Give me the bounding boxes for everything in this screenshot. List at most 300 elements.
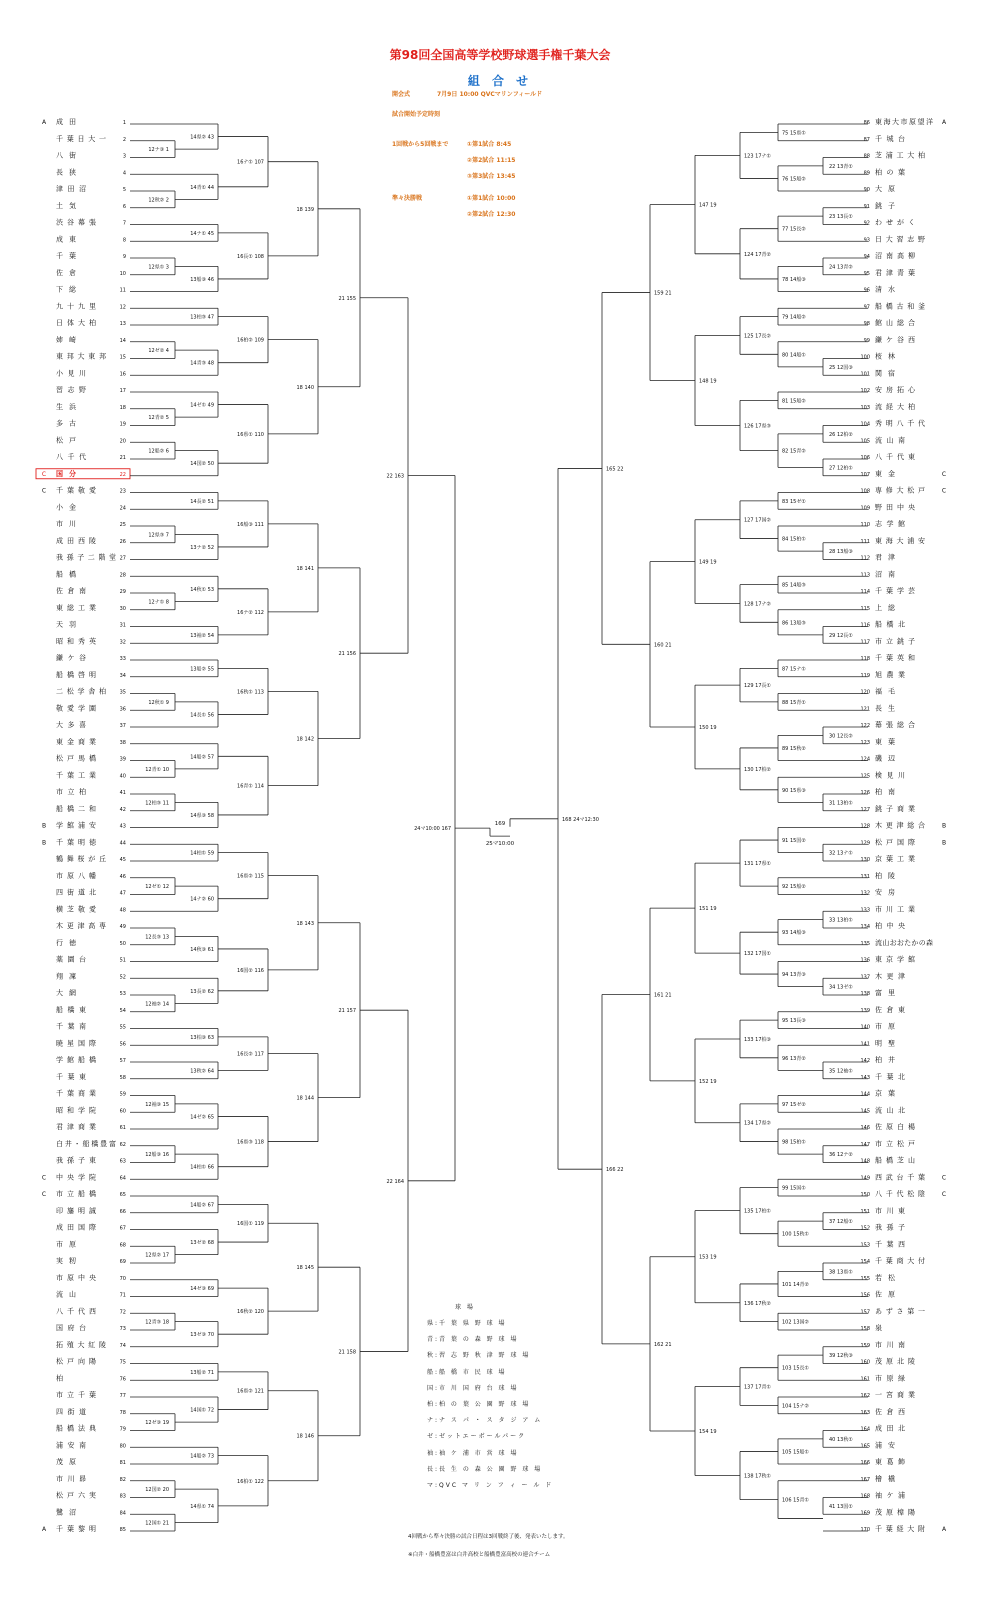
team-name: 千葉英和: [875, 654, 915, 662]
team-number: 166: [860, 1460, 870, 1466]
team-name: 沼南高柳: [875, 252, 915, 260]
team-number: 23: [119, 488, 126, 495]
match-label: 12袖② 14: [145, 1001, 169, 1008]
match-label: 16県② 115: [237, 873, 264, 880]
team-name: 拓殖大紅陵: [56, 1340, 106, 1349]
match-label: 13ゼ③ 70: [190, 1332, 214, 1339]
team-name: 安房拓心: [875, 386, 915, 394]
team-name: 鎌ケ谷西: [875, 335, 915, 344]
team-number: 92: [863, 220, 870, 227]
match-label: 12船③ 16: [145, 1152, 169, 1159]
team-name: 千葉工業: [56, 771, 96, 780]
match-label: 12袖③ 15: [145, 1101, 169, 1108]
team-number: 15: [119, 354, 126, 361]
team-number: 106: [860, 455, 870, 461]
team-number: 69: [119, 1259, 126, 1265]
match-label: 12ゼ② 4: [148, 348, 169, 355]
team-number: 127: [860, 806, 870, 813]
match-label: 22 164: [386, 1178, 404, 1185]
match-label: 21 155: [338, 295, 356, 302]
schedule-value: ③第3試合 13:45: [467, 173, 516, 180]
team-name: 大網: [56, 989, 76, 997]
team-number: 101: [860, 371, 870, 378]
team-number: 153: [860, 1242, 870, 1249]
team-number: 141: [860, 1041, 870, 1048]
match-label: 18 140: [296, 384, 314, 391]
match-label: 97 15ゼ②: [782, 1101, 806, 1108]
team-number: 88: [863, 153, 870, 160]
match-label: 88 15青①: [782, 699, 806, 706]
match-label: 14長② 51: [190, 498, 214, 505]
match-label: 160 21: [654, 642, 672, 649]
match-label: 99 15国①: [782, 1185, 806, 1192]
team-name: 日大習志野: [875, 235, 925, 244]
match-label: 159 21: [654, 290, 672, 297]
team-name: 中央学院: [56, 1173, 96, 1182]
match-label: 28 13船③: [829, 549, 853, 556]
team-number: 36: [119, 706, 126, 713]
team-number: 19: [119, 421, 126, 428]
match-label: 96 13青②: [782, 1055, 806, 1062]
match-label: 102 13国②: [782, 1319, 809, 1326]
team-name: 東海大市原望洋: [875, 118, 933, 126]
team-number: 11: [119, 287, 126, 294]
match-label: 12船② 6: [148, 448, 169, 455]
team-name: 安房: [875, 888, 895, 897]
team-number: 47: [119, 890, 126, 897]
match-label: 12県② 17: [145, 1252, 169, 1259]
match-label: 16柏① 122: [237, 1478, 264, 1485]
seed-mark: A: [41, 1526, 47, 1533]
team-number: 12: [119, 304, 126, 311]
team-number: 8: [122, 237, 126, 244]
team-name: 君津青葉: [875, 268, 915, 277]
match-label: 162 21: [654, 1341, 672, 1348]
match-label: 89 15秋②: [782, 745, 806, 752]
team-name: 東金: [875, 469, 895, 478]
match-label: 106 15青①: [782, 1497, 809, 1504]
team-name: 二松学舎柏: [56, 687, 106, 696]
match-label: 14柏① 66: [190, 1164, 214, 1171]
match-label: 12青① 10: [145, 766, 169, 773]
team-number: 104: [860, 421, 870, 428]
team-name: 関宿: [875, 369, 895, 378]
team-number: 53: [119, 991, 126, 997]
team-number: 85: [119, 1527, 126, 1533]
match-label: 38 13県①: [829, 1269, 853, 1276]
page-title: 第98回全国高等学校野球選手権千葉大会: [389, 48, 611, 62]
team-name: 佐原白楊: [875, 1123, 915, 1131]
team-number: 131: [860, 873, 870, 880]
team-name: 白井・船橋豊富: [56, 1139, 116, 1148]
team-name: 東邦大東邦: [56, 352, 106, 361]
team-name: 松戸: [56, 436, 76, 445]
team-name: 成田西陵: [56, 536, 96, 545]
team-number: 13: [119, 321, 126, 327]
team-name: 佐倉西: [875, 1407, 905, 1416]
team-number: 65: [119, 1192, 126, 1198]
legend-item: 長:長 生 の 森 公 園 野 球 場: [427, 1465, 543, 1473]
match-label: 123 17ナ①: [744, 153, 771, 160]
match-label: 13ナ② 52: [190, 544, 214, 551]
match-label: 165 22: [606, 466, 624, 473]
team-name: 流山南: [875, 436, 905, 445]
team-name: 九十九里: [56, 302, 96, 311]
team-name: 千葉黎明: [56, 1525, 96, 1533]
team-number: 51: [119, 957, 126, 964]
match-label: 75 15県①: [782, 130, 806, 137]
team-number: 56: [119, 1041, 126, 1048]
team-name: 船橋二和: [56, 804, 96, 813]
match-label: 16県① 110: [237, 431, 264, 438]
team-name: 市原八幡: [56, 871, 96, 880]
team-number: 64: [119, 1175, 126, 1182]
match-label: 12青③ 18: [145, 1319, 169, 1326]
team-number: 72: [119, 1309, 126, 1316]
match-label: 18 142: [296, 736, 314, 743]
team-name: 小金: [56, 503, 76, 512]
team-number: 133: [860, 907, 870, 914]
match-label: 14船② 73: [190, 1453, 214, 1460]
team-number: 58: [119, 1074, 126, 1081]
seed-mark: B: [41, 839, 47, 847]
team-number: 155: [860, 1275, 870, 1282]
team-number: 3: [122, 153, 126, 160]
match-label: 14国① 72: [190, 1407, 214, 1414]
team-name: 八千代: [56, 453, 86, 461]
schedule-value: ①第1試合 8:45: [467, 141, 512, 148]
team-number: 148: [860, 1158, 870, 1165]
team-number: 76: [119, 1376, 126, 1383]
team-number: 117: [860, 639, 870, 646]
team-number: 146: [860, 1125, 870, 1131]
team-number: 78: [119, 1409, 126, 1416]
team-number: 159: [860, 1342, 870, 1349]
match-label: 147 19: [699, 202, 717, 209]
team-name: 千葉商大付: [875, 1257, 925, 1265]
team-number: 156: [860, 1292, 870, 1299]
team-name: 国分: [56, 469, 76, 478]
team-number: 62: [119, 1141, 126, 1148]
team-name: 若松: [875, 1273, 895, 1282]
team-name: 市原: [875, 1022, 895, 1031]
match-label: 14船② 67: [190, 1202, 214, 1209]
team-name: 富里: [875, 989, 895, 997]
team-name: 柏井: [875, 1056, 895, 1064]
team-name: 市立松戸: [875, 1139, 915, 1148]
team-name: 船橋古和釜: [875, 302, 925, 311]
match-label: 24 13青②: [829, 264, 853, 271]
team-number: 55: [119, 1024, 126, 1031]
match-label: 16青① 114: [237, 783, 264, 790]
match-label: 16秋② 120: [237, 1309, 264, 1316]
seed-mark: B: [941, 839, 947, 847]
team-number: 98: [863, 321, 870, 327]
team-name: 佐倉東: [875, 1005, 905, 1014]
team-number: 63: [119, 1158, 126, 1165]
team-name: 清水: [875, 285, 895, 294]
match-label: 151 19: [699, 906, 717, 913]
team-number: 31: [119, 622, 126, 629]
match-label: 21 158: [338, 1349, 356, 1356]
team-name: 沼南: [875, 570, 895, 579]
team-number: 32: [119, 639, 126, 646]
team-number: 103: [860, 404, 870, 411]
match-label: 79 14船②: [782, 314, 806, 321]
team-name: 我孫子二階堂: [56, 553, 116, 562]
match-label: 27 12柏①: [829, 465, 853, 472]
team-number: 144: [860, 1091, 870, 1098]
team-number: 91: [863, 203, 870, 210]
team-name: 印旛明誠: [56, 1206, 96, 1215]
team-number: 94: [863, 254, 870, 260]
team-number: 5: [122, 187, 126, 193]
match-label: 16県③ 118: [237, 1139, 264, 1146]
team-number: 160: [860, 1359, 870, 1366]
team-name: 専修大松戸: [875, 486, 925, 495]
team-name: 四街道: [56, 1407, 86, 1416]
match-label: 84 15柏①: [782, 536, 806, 543]
team-name: 柏: [56, 1374, 63, 1383]
team-name: 市川工業: [875, 905, 915, 914]
match-label: 91 15国②: [782, 838, 806, 845]
team-number: 95: [863, 270, 870, 277]
seed-mark: C: [941, 470, 947, 478]
team-name: 流経大柏: [875, 402, 915, 411]
team-number: 60: [119, 1108, 126, 1115]
legend-item: 柏:柏 の 葉 公 園 野 球 場: [427, 1401, 531, 1408]
team-name: 柏中央: [875, 922, 905, 930]
match-label: 22 13青①: [829, 163, 853, 170]
match-label: 125 17長②: [744, 333, 771, 340]
team-number: 18: [119, 404, 126, 411]
team-number: 102: [860, 388, 870, 394]
match-label: 14船② 57: [190, 754, 214, 761]
match-label: 77 15長②: [782, 226, 806, 233]
team-name: 市原: [56, 1240, 76, 1249]
team-number: 57: [119, 1058, 126, 1064]
team-name: 茂原北陵: [875, 1357, 915, 1366]
team-name: 船橋芝山: [875, 1156, 915, 1165]
team-number: 66: [119, 1208, 126, 1215]
team-name: 津田沼: [56, 185, 86, 193]
team-name: 鎌ケ谷: [56, 654, 86, 662]
team-number: 81: [119, 1460, 126, 1466]
team-name: 木更津高専: [56, 922, 106, 930]
team-name: 下総: [56, 285, 76, 294]
team-number: 28: [119, 572, 126, 579]
match-label: 12秋① 9: [148, 699, 169, 706]
team-number: 14: [119, 337, 126, 344]
team-number: 44: [119, 840, 126, 847]
team-name: 市原中央: [56, 1273, 96, 1282]
team-number: 79: [119, 1426, 126, 1433]
team-name: 柏陵: [875, 871, 895, 880]
schedule-label: 1回戦から5回戦まで: [392, 141, 449, 148]
team-number: 126: [860, 790, 870, 796]
team-name: 我孫子東: [56, 1156, 96, 1165]
team-number: 124: [860, 756, 870, 763]
team-name: 四街道北: [56, 888, 96, 897]
match-label: 148 19: [699, 378, 717, 385]
team-number: 43: [119, 823, 126, 830]
team-number: 73: [119, 1326, 126, 1332]
team-name: 日体大柏: [56, 319, 96, 327]
team-name: 千葉北: [875, 1072, 905, 1081]
match-label: 18 146: [296, 1433, 314, 1440]
team-number: 77: [119, 1393, 126, 1399]
match-label: 76 15船②: [782, 176, 806, 183]
team-number: 145: [860, 1108, 870, 1115]
match-label: 14長① 56: [190, 712, 214, 719]
team-name: 流山おおたかの森: [875, 938, 933, 947]
team-number: 136: [860, 957, 870, 964]
team-number: 1: [122, 120, 126, 126]
match-label: 154 19: [699, 1429, 717, 1436]
team-name: 柏の葉: [875, 168, 905, 177]
team-name: 上総: [875, 603, 895, 612]
team-number: 100: [860, 354, 870, 361]
match-label: 135 17柏①: [744, 1208, 771, 1215]
team-name: 流山: [56, 1290, 76, 1299]
match-label: 12国① 21: [145, 1520, 169, 1527]
match-label: 134 17県②: [744, 1120, 771, 1127]
team-name: 東葉: [875, 737, 895, 746]
match-label: 12ナ③ 1: [148, 147, 169, 154]
match-label: 14ゼ① 49: [190, 402, 214, 409]
team-number: 7: [122, 220, 126, 227]
team-number: 90: [863, 187, 870, 193]
team-name: 茂原: [56, 1458, 76, 1466]
team-number: 111: [860, 538, 870, 545]
schedule-label: 試合開始予定時刻: [392, 111, 441, 118]
schedule-value: 7月9日 10:00 QVCマリンフィールド: [437, 91, 543, 98]
team-name: 松戸国際: [875, 838, 915, 847]
match-label: 16柏② 109: [237, 337, 264, 344]
match-label: 137 17青①: [744, 1384, 771, 1391]
team-number: 140: [860, 1024, 870, 1031]
team-name: 千葉南: [56, 1022, 86, 1031]
team-number: 24: [119, 505, 126, 512]
match-label: 95 13長③: [782, 1018, 806, 1025]
team-name: 君津: [875, 553, 895, 562]
team-name: 成田国際: [56, 1223, 96, 1232]
team-name: 市立柏: [56, 788, 86, 796]
team-name: 昭和秀英: [56, 637, 96, 646]
team-number: 143: [860, 1074, 870, 1081]
team-number: 164: [860, 1426, 870, 1433]
seed-mark: A: [41, 119, 47, 126]
team-name: 志学館: [875, 520, 905, 528]
match-label: 12秋② 2: [148, 197, 169, 204]
team-name: 千葉経大附: [875, 1525, 925, 1533]
team-number: 20: [119, 438, 126, 445]
team-number: 134: [860, 924, 870, 930]
team-number: 75: [119, 1359, 126, 1366]
match-label: 87 15ナ①: [782, 666, 806, 673]
team-number: 41: [119, 790, 126, 796]
match-label: 13船③ 46: [190, 276, 214, 283]
team-number: 122: [860, 723, 870, 729]
match-label: 12国② 20: [145, 1487, 169, 1494]
match-label: 16ナ② 112: [237, 609, 264, 616]
team-number: 21: [119, 455, 126, 461]
team-number: 154: [860, 1259, 870, 1265]
team-number: 142: [860, 1058, 870, 1064]
match-label: 12青② 5: [148, 415, 169, 422]
team-name: 横芝敬愛: [56, 905, 96, 914]
team-number: 70: [119, 1275, 126, 1282]
match-label: 14国② 50: [190, 461, 214, 468]
team-name: 市川: [56, 520, 76, 528]
legend-title: 球 場: [455, 1304, 475, 1311]
team-name: 翔凜: [56, 972, 76, 981]
team-number: 86: [863, 120, 870, 126]
team-name: 八街: [56, 151, 76, 160]
legend-item: 船:船 橋 市 民 球 場: [427, 1368, 507, 1376]
team-name: 佐原: [875, 1290, 895, 1299]
team-name: 多古: [56, 419, 76, 428]
match-label: 94 13青③: [782, 972, 806, 979]
team-name: 秀明八千代: [875, 419, 925, 428]
team-name: 桜林: [875, 352, 895, 361]
team-number: 132: [860, 890, 870, 897]
match-label: 85 14船③: [782, 582, 806, 589]
match-label: 30 12長②: [829, 733, 853, 740]
legend-item: ナ:ナ ス パ ・ ス タ ジ ア ム: [427, 1417, 543, 1425]
team-name: 船橋法典: [56, 1424, 96, 1433]
team-name: 大多喜: [56, 721, 86, 729]
team-number: 97: [863, 304, 870, 311]
legend-item: ゼ:ゼットエーボールパーク: [427, 1433, 527, 1441]
seed-mark: C: [41, 487, 47, 495]
team-number: 67: [119, 1225, 126, 1232]
match-label: 40 13秋①: [829, 1436, 853, 1443]
match-label: 13袖② 54: [190, 632, 214, 639]
team-name: 行徳: [56, 938, 76, 947]
team-number: 83: [119, 1493, 126, 1500]
team-name: 野田中央: [875, 503, 915, 512]
seed-mark: A: [941, 119, 947, 126]
match-label: 81 15船②: [782, 398, 806, 405]
team-name: 東金商業: [56, 737, 96, 746]
semifinal-label: 24マ10:00 167: [414, 826, 451, 833]
team-number: 29: [119, 589, 126, 595]
team-number: 26: [119, 538, 126, 545]
team-number: 123: [860, 739, 870, 746]
team-number: 6: [122, 203, 126, 210]
team-name: 泉: [875, 1324, 882, 1332]
team-name: 薬園台: [56, 955, 86, 964]
team-name: 市立千葉: [56, 1391, 96, 1399]
match-label: 93 14船③: [782, 930, 806, 937]
match-label: 128 17ナ②: [744, 601, 771, 608]
match-label: 152 19: [699, 1078, 717, 1085]
team-number: 71: [119, 1292, 126, 1299]
team-number: 52: [119, 974, 126, 981]
team-name: 国府台: [56, 1324, 86, 1332]
match-label: 26 12柏②: [829, 431, 853, 438]
legend-item: 袖:袖 ケ 浦 市 営 球 場: [427, 1449, 519, 1457]
match-label: 105 15船①: [782, 1449, 809, 1456]
team-name: 成田: [56, 118, 76, 126]
team-number: 45: [119, 857, 126, 863]
team-name: 千葉明徳: [56, 838, 96, 847]
team-name: 大原: [875, 185, 895, 193]
team-number: 116: [860, 622, 870, 629]
team-number: 34: [119, 672, 126, 679]
match-label: 13船② 55: [190, 666, 214, 673]
